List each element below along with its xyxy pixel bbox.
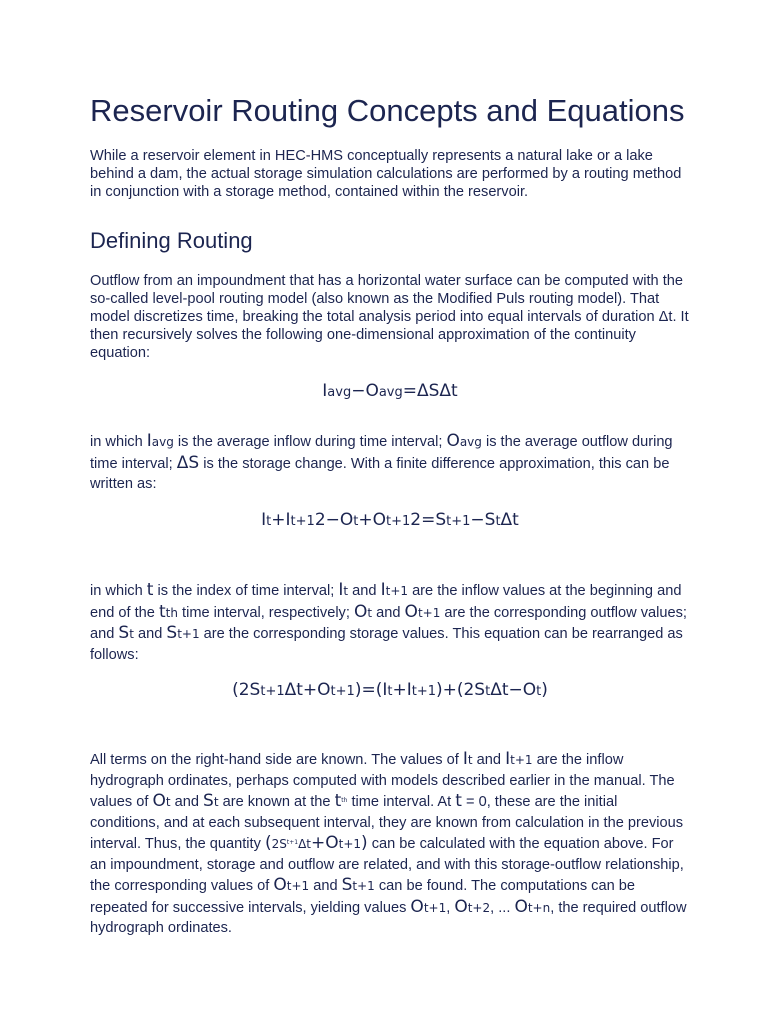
routing-paragraph: Outflow from an impoundment that has a horizontal water surface can be computed with the so-called level-pool routing model (also known as the Modified Puls routing model). That model discretizes time, breaking the total analysis period into equal intervals of duration Δt. It then recursively solves the following one-dimensional approximation of the continuity equation:	[90, 273, 689, 361]
equation-rearranged: (2St+1Δt+Ot+1)=(It+It+1)+(2StΔt−Ot)	[232, 680, 548, 700]
page-title: Reservoir Routing Concepts and Equations	[90, 93, 685, 128]
intro-paragraph: While a reservoir element in HEC-HMS conceptually represents a natural lake or a lake behind a dam, the actual storage simulation calculations are performed by a routing method in conjunction with a storage method, contained within the reservoir.	[90, 148, 682, 200]
time-index-paragraph: in which t is the index of time interval; It and It+1 are the inflow values at the beginning and end of the tth time interval, respectively; Ot and Ot+1 are the corresponding outflow values; and St and St+1 are the corresponding storage values. This equation can be rearranged as follows:	[90, 580, 687, 663]
equation-continuity: Iavg−Oavg=ΔSΔt	[322, 381, 458, 401]
equation-finite-difference: It+It+12−Ot+Ot+12=St+1−StΔt	[261, 510, 519, 530]
inflow-outflow-paragraph: in which Iavg is the average inflow during time interval; Oavg is the average outflow during time interval; ΔS is the storage change. With a finite difference approximation, this can be written as:	[90, 431, 673, 492]
computation-paragraph: All terms on the right-hand side are known. The values of It and It+1 are the inflow hydrograph ordinates, perhaps computed with models described earlier in the manual. The values of Ot and St are known at the $t^{th}$ time interval. At t = 0, these are the initial conditions, and at each subsequent interval, they are known from calculation in the previous interval. Thus, the quantity $(2S^{t+1}\Delta t+Ot+1)$ can be calculated with the equation above. For an impoundment, storage and outflow are related, and with this storage-outflow relationship, the corresponding values of Ot+1 and St+1 can be found. The computations can be repeated for successive intervals, yielding values Ot+1, Ot+2, ... Ot+n, the required outflow hydrograph ordinates.	[90, 749, 687, 936]
section-heading: Defining Routing	[90, 228, 253, 253]
